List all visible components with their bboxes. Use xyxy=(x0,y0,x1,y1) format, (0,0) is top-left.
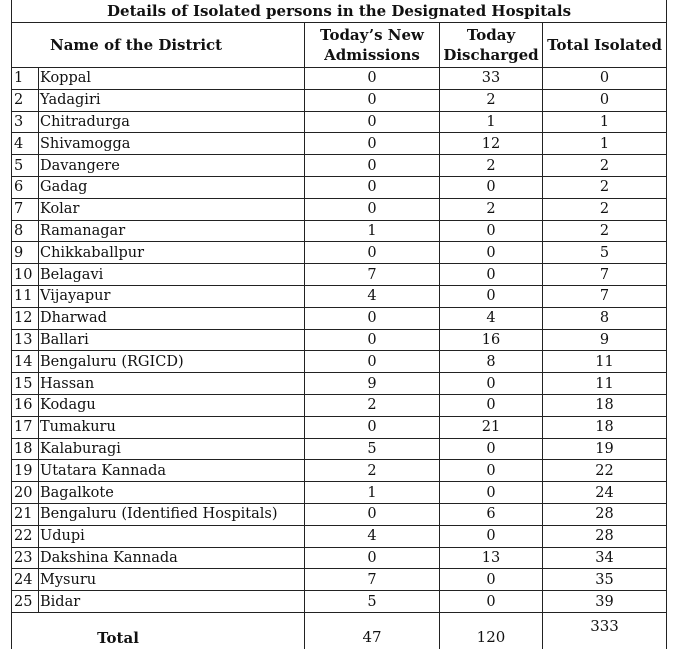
row-new-admissions: 0 xyxy=(305,155,440,177)
header-discharged-line1: Today xyxy=(466,26,516,44)
row-discharged: 16 xyxy=(440,329,543,351)
row-discharged: 8 xyxy=(440,351,543,373)
row-serial: 20 xyxy=(12,482,39,504)
row-discharged: 0 xyxy=(440,525,543,547)
table-row xyxy=(12,569,667,591)
row-serial: 8 xyxy=(12,220,39,242)
row-total-isolated: 7 xyxy=(543,264,667,286)
table-row xyxy=(12,438,667,460)
row-new-admissions: 4 xyxy=(305,285,440,307)
row-serial: 23 xyxy=(12,547,39,569)
table-row xyxy=(12,111,667,133)
row-district: Chitradurga xyxy=(39,111,305,133)
table-row xyxy=(12,329,667,351)
isolated-persons-table xyxy=(11,0,667,649)
row-total-isolated: 1 xyxy=(543,111,667,133)
header-new-admissions-line1: Today’s New xyxy=(320,26,424,44)
row-new-admissions: 1 xyxy=(305,482,440,504)
row-serial: 18 xyxy=(12,438,39,460)
total-label: Total xyxy=(12,612,305,649)
table-row xyxy=(12,89,667,111)
table-row xyxy=(12,285,667,307)
row-district: Koppal xyxy=(39,68,305,90)
table-row xyxy=(12,242,667,264)
table-row xyxy=(12,198,667,220)
table-row xyxy=(12,155,667,177)
table-title-row xyxy=(12,0,667,23)
row-new-admissions: 0 xyxy=(305,416,440,438)
row-total-isolated: 19 xyxy=(543,438,667,460)
row-new-admissions: 0 xyxy=(305,242,440,264)
row-serial: 12 xyxy=(12,307,39,329)
row-total-isolated: 18 xyxy=(543,416,667,438)
row-serial: 4 xyxy=(12,133,39,155)
row-district: Bidar xyxy=(39,591,305,613)
row-serial: 14 xyxy=(12,351,39,373)
header-total-isolated: Total Isolated xyxy=(543,23,667,68)
row-serial: 16 xyxy=(12,394,39,416)
row-total-isolated: 2 xyxy=(543,176,667,198)
row-discharged: 0 xyxy=(440,394,543,416)
row-total-isolated: 0 xyxy=(543,89,667,111)
table-row xyxy=(12,482,667,504)
row-discharged: 0 xyxy=(440,569,543,591)
row-total-isolated: 2 xyxy=(543,155,667,177)
row-serial: 19 xyxy=(12,460,39,482)
row-new-admissions: 9 xyxy=(305,373,440,395)
table-row xyxy=(12,591,667,613)
total-isolated: 333 xyxy=(543,612,667,649)
table-row xyxy=(12,547,667,569)
row-district: Tumakuru xyxy=(39,416,305,438)
row-discharged: 13 xyxy=(440,547,543,569)
row-total-isolated: 28 xyxy=(543,525,667,547)
row-discharged: 2 xyxy=(440,198,543,220)
row-new-admissions: 0 xyxy=(305,351,440,373)
row-new-admissions: 5 xyxy=(305,591,440,613)
total-new-admissions: 47 xyxy=(305,612,440,649)
row-district: Gadag xyxy=(39,176,305,198)
row-new-admissions: 1 xyxy=(305,220,440,242)
row-new-admissions: 0 xyxy=(305,89,440,111)
row-new-admissions: 2 xyxy=(305,394,440,416)
table-row xyxy=(12,133,667,155)
table-row xyxy=(12,351,667,373)
row-new-admissions: 0 xyxy=(305,68,440,90)
row-new-admissions: 0 xyxy=(305,503,440,525)
row-total-isolated: 35 xyxy=(543,569,667,591)
row-total-isolated: 0 xyxy=(543,68,667,90)
table-row xyxy=(12,220,667,242)
table-row xyxy=(12,307,667,329)
row-total-isolated: 8 xyxy=(543,307,667,329)
table-row xyxy=(12,416,667,438)
header-district: Name of the District xyxy=(12,23,305,68)
table-title: Details of Isolated persons in the Designated Hospitals xyxy=(12,0,667,23)
row-serial: 6 xyxy=(12,176,39,198)
total-discharged: 120 xyxy=(440,612,543,649)
row-serial: 1 xyxy=(12,68,39,90)
row-discharged: 0 xyxy=(440,373,543,395)
row-serial: 21 xyxy=(12,503,39,525)
row-new-admissions: 0 xyxy=(305,547,440,569)
row-serial: 9 xyxy=(12,242,39,264)
row-total-isolated: 11 xyxy=(543,373,667,395)
row-district: Ballari xyxy=(39,329,305,351)
table-body xyxy=(12,68,667,649)
row-discharged: 4 xyxy=(440,307,543,329)
row-discharged: 0 xyxy=(440,460,543,482)
row-serial: 7 xyxy=(12,198,39,220)
row-serial: 25 xyxy=(12,591,39,613)
row-discharged: 0 xyxy=(440,242,543,264)
row-district: Udupi xyxy=(39,525,305,547)
total-row xyxy=(12,612,667,649)
row-new-admissions: 7 xyxy=(305,264,440,286)
row-discharged: 33 xyxy=(440,68,543,90)
row-serial: 17 xyxy=(12,416,39,438)
row-district: Chikkaballpur xyxy=(39,242,305,264)
row-district: Vijayapur xyxy=(39,285,305,307)
row-serial: 24 xyxy=(12,569,39,591)
row-new-admissions: 0 xyxy=(305,133,440,155)
row-total-isolated: 9 xyxy=(543,329,667,351)
row-total-isolated: 28 xyxy=(543,503,667,525)
row-serial: 10 xyxy=(12,264,39,286)
row-new-admissions: 0 xyxy=(305,111,440,133)
row-serial: 3 xyxy=(12,111,39,133)
header-discharged xyxy=(440,23,543,68)
row-district: Ramanagar xyxy=(39,220,305,242)
row-discharged: 0 xyxy=(440,220,543,242)
row-total-isolated: 22 xyxy=(543,460,667,482)
row-district: Kolar xyxy=(39,198,305,220)
row-discharged: 2 xyxy=(440,155,543,177)
row-total-isolated: 39 xyxy=(543,591,667,613)
table-row xyxy=(12,460,667,482)
row-new-admissions: 0 xyxy=(305,307,440,329)
row-total-isolated: 34 xyxy=(543,547,667,569)
row-discharged: 2 xyxy=(440,89,543,111)
row-serial: 13 xyxy=(12,329,39,351)
row-new-admissions: 7 xyxy=(305,569,440,591)
row-discharged: 6 xyxy=(440,503,543,525)
row-district: Dakshina Kannada xyxy=(39,547,305,569)
row-serial: 15 xyxy=(12,373,39,395)
row-discharged: 0 xyxy=(440,264,543,286)
row-new-admissions: 0 xyxy=(305,198,440,220)
row-discharged: 0 xyxy=(440,285,543,307)
row-serial: 5 xyxy=(12,155,39,177)
row-new-admissions: 0 xyxy=(305,329,440,351)
table-row xyxy=(12,394,667,416)
table-row xyxy=(12,525,667,547)
row-total-isolated: 24 xyxy=(543,482,667,504)
row-total-isolated: 2 xyxy=(543,198,667,220)
row-total-isolated: 1 xyxy=(543,133,667,155)
row-serial: 22 xyxy=(12,525,39,547)
row-discharged: 1 xyxy=(440,111,543,133)
row-total-isolated: 7 xyxy=(543,285,667,307)
header-discharged-line2: Discharged xyxy=(443,46,539,64)
row-new-admissions: 2 xyxy=(305,460,440,482)
row-district: Kalaburagi xyxy=(39,438,305,460)
row-district: Bengaluru (RGICD) xyxy=(39,351,305,373)
row-district: Hassan xyxy=(39,373,305,395)
row-total-isolated: 11 xyxy=(543,351,667,373)
row-district: Belagavi xyxy=(39,264,305,286)
row-discharged: 0 xyxy=(440,438,543,460)
row-district: Bagalkote xyxy=(39,482,305,504)
row-district: Kodagu xyxy=(39,394,305,416)
header-new-admissions xyxy=(305,23,440,68)
row-serial: 11 xyxy=(12,285,39,307)
row-discharged: 0 xyxy=(440,176,543,198)
row-new-admissions: 4 xyxy=(305,525,440,547)
row-district: Mysuru xyxy=(39,569,305,591)
table-row xyxy=(12,373,667,395)
row-total-isolated: 18 xyxy=(543,394,667,416)
row-total-isolated: 2 xyxy=(543,220,667,242)
row-district: Yadagiri xyxy=(39,89,305,111)
row-serial: 2 xyxy=(12,89,39,111)
row-district: Utatara Kannada xyxy=(39,460,305,482)
row-district: Bengaluru (Identified Hospitals) xyxy=(39,503,305,525)
row-total-isolated: 5 xyxy=(543,242,667,264)
row-discharged: 0 xyxy=(440,482,543,504)
row-discharged: 21 xyxy=(440,416,543,438)
table-header-row xyxy=(12,23,667,68)
isolation-table-sheet xyxy=(11,0,666,647)
row-new-admissions: 5 xyxy=(305,438,440,460)
row-district: Dharwad xyxy=(39,307,305,329)
table-row xyxy=(12,264,667,286)
table-row xyxy=(12,503,667,525)
table-row xyxy=(12,176,667,198)
row-discharged: 0 xyxy=(440,591,543,613)
table-row xyxy=(12,68,667,90)
header-new-admissions-line2: Admissions xyxy=(324,46,420,64)
row-district: Shivamogga xyxy=(39,133,305,155)
row-new-admissions: 0 xyxy=(305,176,440,198)
row-discharged: 12 xyxy=(440,133,543,155)
row-district: Davangere xyxy=(39,155,305,177)
